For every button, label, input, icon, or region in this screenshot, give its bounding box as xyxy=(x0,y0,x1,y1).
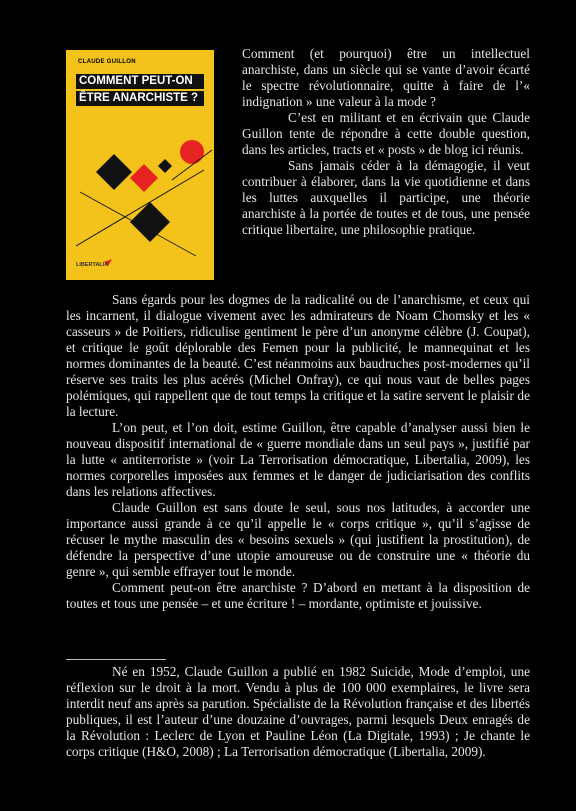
intro-paragraph-1: Comment (et pourquoi) être un intellectuel anarchiste, dans un siècle qui se vante d’avoir écarté le spectre révolutionnaire, quitte à faire de l’« indignation » une valeur à la mode ? xyxy=(242,46,530,109)
intro-paragraph-2: C’est en militant et en écrivain que Claude Guillon tente de répondre à cette double question, dans les articles, tracts et « posts » de blog ici réunis. xyxy=(242,110,530,157)
body-paragraph-3: Claude Guillon est sans doute le seul, sous nos latitudes, à accorder une importance aussi grande à ce qu’il appelle le « corps critique », qu’il s’agisse de récuser le mythe masculin des « besoins sexuels » (qui justifient la prostitution), de défendre la perspective d’une utopie amoureuse ou de construire une « théorie du genre », qui semble effrayer tout le monde. xyxy=(66,500,530,579)
body-text xyxy=(66,292,530,612)
cover-publisher-logo: LIBERTALIA xyxy=(76,262,109,268)
cover-title-line1: COMMENT PEUT-ON xyxy=(76,74,204,89)
bio-paragraph: Né en 1952, Claude Guillon a publié en 1982 Suicide, Mode d’emploi, une réflexion sur le droit à la mort. Vendu à plus de 100 000 exemplaires, le livre sera interdit neuf ans après sa parution. Spécialiste de la Révolution française et des libertés publiques, il est l’auteur d’une douzaine d’ouvrages, parmi lesquels Deux enragés de la Révolution : Leclerc de Lyon et Pauline Léon (La Digitale, 1993) ; Je chante le corps critique (H&O, 2008) ; La Terrorisation démocratique (Libertalia, 2009). xyxy=(66,664,530,759)
cover-author: CLAUDE GUILLON xyxy=(78,59,136,65)
intro-paragraph-3: Sans jamais céder à la démagogie, il veut contribuer à élaborer, dans la vie quotidienne et dans les luttes auxquelles il participe, une théorie anarchiste à la portée de toutes et de tous, une pensée critique libertaire, une philosophie pratique. xyxy=(242,158,530,237)
book-cover-image xyxy=(66,50,214,280)
cover-title-line2: ÊTRE ANARCHISTE ? xyxy=(76,91,204,106)
body-paragraph-2: L’on peut, et l’on doit, estime Guillon, être capable d’analyser aussi bien le nouveau dispositif international de « guerre mondiale dans un seul pays », justifié par la lutte « antiterroriste » (voir La Terrorisation démocratique, Libertalia, 2009), les normes corporelles imposées aux femmes et le danger de judiciarisation des conflits dans les relations affectives. xyxy=(66,420,530,499)
cover-title xyxy=(76,74,204,108)
intro-text xyxy=(242,46,530,238)
divider xyxy=(66,659,166,660)
body-paragraph-4: Comment peut-on être anarchiste ? D’abord en mettant à la disposition de toutes et tous une pensée – et une écriture ! – mordante, optimiste et jouissive. xyxy=(66,580,530,611)
body-paragraph-1: Sans égards pour les dogmes de la radicalité ou de l’anarchisme, et ceux qui les incarnent, il dialogue vivement avec les admirateurs de Noam Chomsky et les « casseurs » de Poitiers, ridiculise gentiment le père d’un anonyme célèbre (J. Coupat), et critique le goût déplorable des Femen pour la publicité, le mannequinat et les normes dominantes de la beauté. C’est néanmoins aux baudruches post-modernes qu’il réserve ses traits les plus acérés (Michel Onfray), ce qui nous vaut de belles pages polémiques, qui rappellent que de tout temps la critique et la satire servent le plaisir de la lecture. xyxy=(66,292,530,419)
author-bio xyxy=(66,664,530,760)
